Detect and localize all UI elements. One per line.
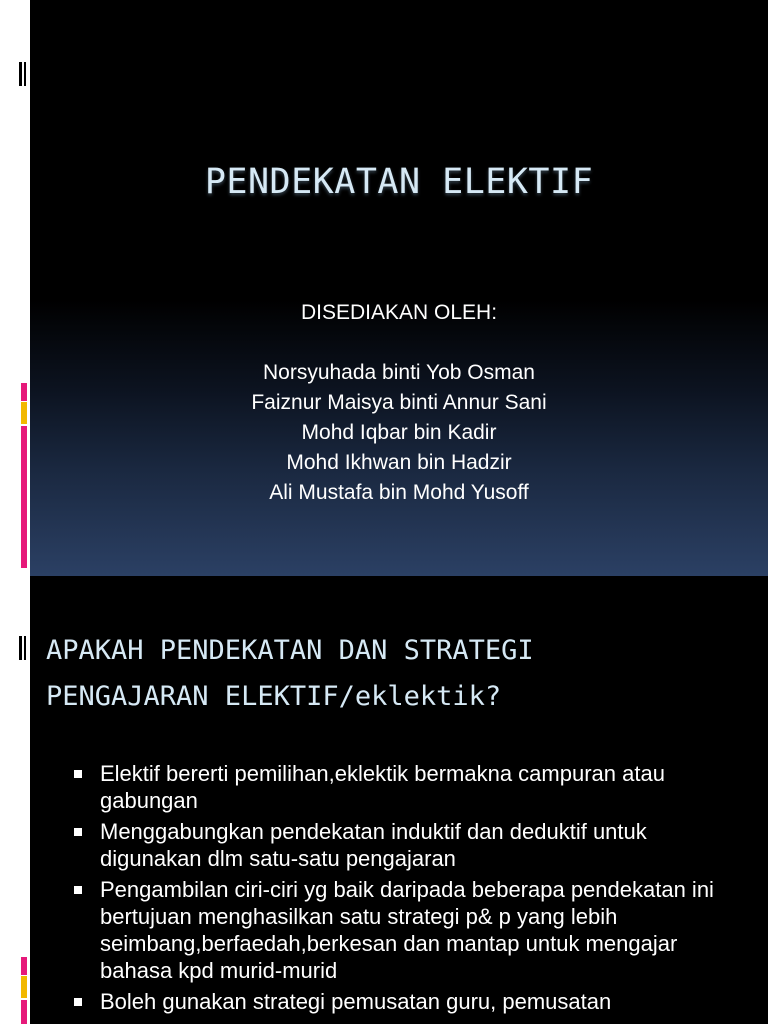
heading-line: PENGAJARAN ELEKTIF/eklektik? [46, 681, 502, 712]
square-bullet-icon [74, 998, 82, 1006]
author-name: Norsyuhada binti Yob Osman [262, 361, 535, 384]
slide-marker-stripe [24, 636, 26, 660]
prepared-by-label: DISEDIAKAN OLEH: [300, 301, 498, 324]
accent-bar-pink [21, 1000, 27, 1024]
accent-bar-yellow [21, 402, 27, 424]
author-name: Mohd Ikhwan bin Hadzir [286, 451, 512, 474]
slide-heading [46, 628, 746, 720]
author-name: Ali Mustafa bin Mohd Yusoff [269, 481, 529, 504]
slide-marker-stripe [24, 62, 26, 86]
slide-marker-stripe [19, 636, 22, 660]
accent-bar-yellow [21, 976, 27, 998]
author-list [30, 358, 768, 508]
bullet-list [72, 760, 752, 1019]
slide-marker-stripe [19, 62, 22, 86]
bullet-text: Pengambilan ciri-ciri yg baik daripada beberapa pendekatan ini bertujuan menghasilkan satu strategi p& p yang lebih seimbang,berfaedah,berkesan dan mantap untuk mengajar bahasa kpd murid-murid [100, 877, 714, 983]
heading-line: APAKAH PENDEKATAN DAN STRATEGI [46, 635, 534, 666]
slide-title: PENDEKATAN ELEKTIF [204, 162, 594, 202]
bullet-text: Boleh gunakan strategi pemusatan guru, pemusatan [100, 989, 612, 1014]
author-name: Faiznur Maisya binti Annur Sani [251, 391, 547, 414]
authors-block [30, 298, 768, 508]
author-name: Mohd Iqbar bin Kadir [301, 421, 497, 444]
accent-bar-pink [21, 383, 27, 401]
square-bullet-icon [74, 828, 82, 836]
accent-bar-pink [21, 957, 27, 975]
content-slide [30, 576, 768, 1024]
square-bullet-icon [74, 770, 82, 778]
title-slide [30, 0, 768, 576]
accent-bar-pink [21, 426, 27, 568]
square-bullet-icon [74, 886, 82, 894]
bullet-item [72, 818, 752, 872]
bullet-text: Menggabungkan pendekatan induktif dan deduktif untuk digunakan dlm satu-satu pengajaran [100, 819, 647, 871]
bullet-item [72, 876, 752, 984]
bullet-text: Elektif bererti pemilihan,eklektik bermakna campuran atau gabungan [100, 761, 665, 813]
bullet-item [72, 760, 752, 814]
bullet-item [72, 988, 752, 1015]
